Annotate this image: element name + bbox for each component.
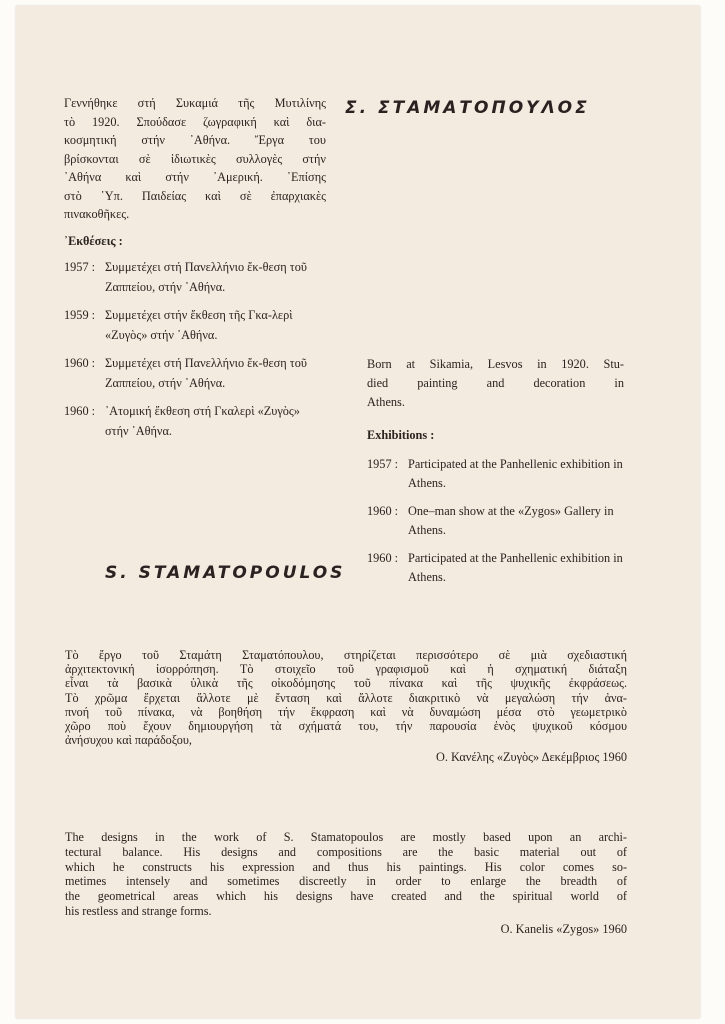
exhibition-text: Συμμετέχει στή Πανελλήνιο ἔκ-θεση τοῦ Ζαππείου, στήν ᾿Αθήνα. — [105, 356, 307, 390]
exhibition-text: Συμμετέχει στήν ἔκθεση τῆς Γκα-λερὶ «Ζυγὸς» στήν ᾿Αθήνα. — [105, 308, 293, 342]
exhibition-year: 1957 : — [367, 457, 399, 471]
english-title: S. STAMATOPOULOS — [105, 563, 346, 583]
text-line: tectural balance. His designs and compositions are the basic material out of — [65, 844, 627, 859]
text-line: κοσμητική στήν ᾿Αθήνα. Ἔργα του — [64, 133, 326, 147]
text-line: ἀρχιτεκτονική ἰσορρόπηση. Τὸ στοιχεῖο τοῦ γραφισμοῦ καὶ ἡ σχηματική διάταξη — [65, 662, 627, 677]
text-line: ᾿Αθήνα καὶ στήν ᾿Αμερική. ᾿Επίσης — [64, 170, 326, 184]
english-bio — [367, 355, 624, 412]
exhibition-text: Participated at the Panhellenic exhibition in Athens. — [408, 551, 623, 584]
text-line: βρίσκονται σὲ ἰδιωτικὲς συλλογὲς στήν — [64, 151, 326, 166]
exhibition-text: Participated at the Panhellenic exhibition in Athens. — [408, 457, 623, 490]
exhibition-item — [367, 455, 629, 493]
text-line: στὸ ῾Υπ. Παιδείας καὶ σὲ ἐπαρχιακὲς — [64, 188, 326, 203]
exhibition-text: ᾿Ατομική ἔκθεση στή Γκαλερὶ «Ζυγὸς» στήν ᾿Αθήνα. — [105, 404, 300, 438]
text-line: Γεννήθηκε στή Συκαμιά τῆς Μυτιλίνης — [64, 96, 326, 110]
exhibition-year: 1960 : — [367, 504, 399, 518]
text-line: his restless and strange forms. — [65, 903, 212, 918]
text-line: Athens. — [367, 395, 405, 409]
exhibition-item — [64, 305, 326, 345]
english-quote — [65, 830, 627, 937]
text-line: Born at Sikamia, Lesvos in 1920. Stu- — [367, 357, 624, 371]
text-line: The designs in the work of S. Stamatopoulos are mostly based upon an archi- — [65, 830, 627, 844]
english-exhibitions-list — [367, 455, 629, 595]
exhibition-item — [367, 502, 629, 540]
greek-bio — [64, 94, 326, 224]
text-line: πνοή τοῦ πίνακα, νὰ βοηθήση τήν ἔκφραση καὶ νὰ δυναμώση μέσα στὸ γεωμετρικὸ — [65, 704, 627, 719]
text-line: πινακοθῆκες. — [64, 207, 130, 221]
exhibition-item — [64, 353, 326, 393]
greek-title: Σ. ΣΤΑΜΑΤΟΠΟΥΛΟΣ — [345, 98, 590, 118]
text-line: Τὸ χρῶμα ἔρχεται ἄλλοτε μὲ ἔνταση καὶ ἄλλοτε διακριτικὸ νὰ μεγαλώση τήν ἀνα- — [65, 690, 627, 705]
text-line: εἶναι τὰ βασικὰ ὑλικὰ τῆς οἰκοδόμησης τοῦ πίνακα καὶ τῆς ψυχικῆς ἐκφράσεως. — [65, 676, 627, 691]
text-line: Τὸ ἔργο τοῦ Σταμάτη Σταματόπουλου, στηρίζεται περισσότερο σὲ μιὰ σχεδιαστική — [65, 648, 627, 662]
exhibition-year: 1960 : — [64, 404, 96, 418]
greek-quote — [65, 648, 627, 765]
text-line: which he constructs his expression and thus his paintings. His color comes so- — [65, 859, 627, 874]
exhibition-item — [367, 549, 629, 587]
exhibition-text: Συμμετέχει στή Πανελλήνιο ἔκ-θεση τοῦ Ζαππείου, στήν ᾿Αθήνα. — [105, 260, 307, 294]
greek-exhibitions-list — [64, 257, 326, 449]
exhibition-year: 1960 : — [64, 356, 96, 370]
exhibition-year: 1959 : — [64, 308, 96, 322]
exhibition-item — [64, 257, 326, 297]
english-signature: O. Kanelis «Zygos» 1960 — [500, 921, 627, 936]
exhibition-item — [64, 401, 326, 441]
text-line: χῶρο ποὺ ἔχουν δημιουργήση τὰ σχήματά του, τήν παρουσία ἑνὸς ψυχικοῦ κόσμου — [65, 719, 627, 734]
english-exhibitions-heading: Exhibitions : — [367, 428, 435, 442]
text-line: died painting and decoration in — [367, 376, 624, 390]
text-line: ἀνήσυχου καὶ παράδοξου, — [65, 733, 192, 748]
exhibition-year: 1960 : — [367, 551, 399, 565]
exhibition-year: 1957 : — [64, 260, 96, 274]
text-line: metimes intensely and sometimes discreetly in order to enlarge the breadth of — [65, 874, 627, 889]
greek-signature: Ο. Κανέλης «Ζυγὸς» Δεκέμβριος 1960 — [435, 750, 627, 765]
greek-exhibitions-heading: ᾿Εκθέσεις : — [64, 234, 123, 248]
exhibition-text: One–man show at the «Zygos» Gallery in Athens. — [408, 504, 614, 537]
text-line: the geometrical areas which his designs have created and the spiritual world of — [65, 889, 627, 904]
text-line: τὸ 1920. Σπούδασε ζωγραφική καὶ δια- — [64, 114, 326, 129]
